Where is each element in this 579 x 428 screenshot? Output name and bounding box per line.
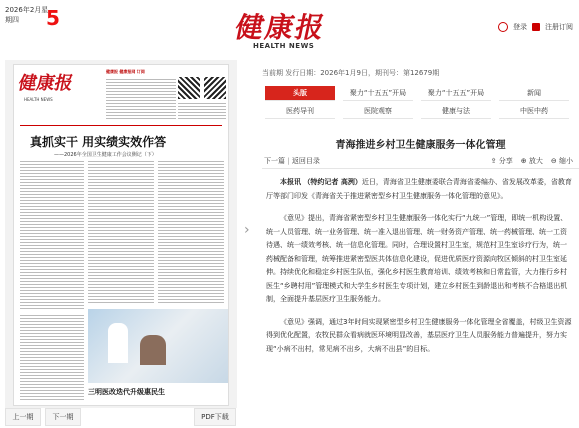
article-body (266, 176, 572, 365)
photo-figure-patient (140, 335, 166, 365)
article-nav (264, 156, 320, 166)
newspaper-preview-pane (5, 60, 237, 408)
user-icon (498, 22, 508, 32)
paper-ad-title: 健康报 健康报网 订阅 (106, 69, 145, 74)
article-tools (491, 156, 573, 166)
zoom-out-label: 缩小 (559, 157, 573, 165)
prev-issue-button[interactable]: 上一期 (5, 408, 41, 426)
paper-logo: 健康报 (16, 73, 75, 94)
account-links (498, 22, 573, 32)
article-divider (262, 168, 579, 169)
article-paragraph-3: 《意见》强调，通过3年时间实现紧密型乡村卫生健康服务一体化管理全省覆盖，村级卫生资源得到优化配置，农牧民群众看病就医环境明显改善，基层医疗卫生人员服务能力普遍提升，努力实现“小病不出村，常见病不出乡，大病不出县”的目标。 (266, 317, 572, 353)
article-lead: 本报讯 （特约记者 高洌） (280, 178, 362, 186)
paper-column-1 (20, 161, 84, 309)
share-button[interactable] (491, 156, 513, 166)
paper-subline: ——2026年全国卫生健康工作会议侧记（下） (54, 152, 157, 158)
nav-separator: | (287, 157, 290, 165)
paper-bottom-headline: 三明医改迭代升级惠民生 (88, 388, 165, 396)
subscribe-icon (532, 23, 540, 31)
zoom-out-button[interactable] (551, 156, 573, 166)
issue-day-number: 5 (46, 6, 60, 30)
tab-front-page[interactable]: 头版 (265, 86, 335, 101)
tab-tcm[interactable]: 中医中药 (499, 104, 569, 119)
zoom-in-label: 放大 (528, 157, 543, 165)
site-logo-subtitle: HEALTH NEWS (253, 42, 315, 50)
tab-hospital[interactable]: 医院观察 (343, 104, 413, 119)
paper-ad-caption (178, 103, 226, 121)
paper-logo-subtitle: HEALTH NEWS (24, 97, 53, 102)
paper-column-4 (20, 315, 84, 401)
newspaper-page-image[interactable] (13, 64, 229, 406)
article-paragraph-2: 《意见》提出，青海省紧密型乡村卫生健康服务一体化实行“九统一”管理，即统一机构设置、统一人员管理、统一业务管理、统一准入退出管理、统一财务资产管理、统一药械管理、统一工资待遇、统一绩效考核、统一信息化管理。同时，合理设置村卫生室，规范村卫生室诊疗行为，统一药械配备和管理，统筹推进紧密型医共体信息化建设，促进优质医疗资源向牧区倾斜的村卫生室延伸。持续优化和稳定乡村医生队伍，强化乡村医生教育培训、绩效考核和日常监管，大力推行乡村医生“乡聘村用”管理模式和大学生乡村医生专项计划，建立乡村医生到龄退出和考核不合格退出机制，全面提升基层医疗卫生服务能力。 (266, 214, 568, 303)
share-label: 分享 (498, 157, 513, 165)
article-paragraph-1-text: 近日，青海省卫生健康委联合青海省委编办、省发展改革委，省教育厅等部门印发《青海省关于推进紧密型乡村卫生健康服务一体化管理的意见》。 (266, 178, 572, 200)
next-issue-button[interactable]: 下一期 (45, 408, 81, 426)
register-link[interactable]: 注册订阅 (545, 23, 573, 31)
photo-figure-doctor (108, 323, 128, 363)
login-link[interactable]: 登录 (513, 23, 527, 31)
tab-focus-2[interactable]: 聚力“十五五”开局 (421, 86, 491, 101)
paper-ad-text (106, 79, 176, 119)
qr-code-image (178, 77, 200, 99)
tab-news[interactable]: 新闻 (499, 86, 569, 101)
paper-headline: 真抓实干 用实绩实效作答 (30, 135, 167, 149)
tab-medicine-guide[interactable]: 医药导刊 (265, 104, 335, 119)
site-logo[interactable]: 健康报 (232, 11, 330, 44)
next-article-link[interactable]: 下一篇 (264, 157, 285, 165)
share-icon: ⇪ (490, 157, 497, 165)
tab-focus-1[interactable]: 聚力“十五五”开局 (343, 86, 413, 101)
pdf-download-button[interactable]: PDF下载 (194, 408, 236, 426)
chevron-right-icon[interactable]: › (244, 222, 250, 238)
paper-column-3 (158, 161, 224, 305)
zoom-in-button[interactable] (521, 156, 543, 166)
paper-divider (20, 125, 222, 126)
zoom-out-icon: ⊖ (550, 157, 557, 165)
article-title: 青海推进乡村卫生健康服务一体化管理 (335, 140, 506, 151)
paper-photo (88, 309, 228, 383)
tab-health-law[interactable]: 健康与法 (421, 104, 491, 119)
issue-date: 2026年2月星期四 (5, 6, 49, 24)
issue-info: 当前期 发行日期：2026年1月9日，期刊号：第12679期 (262, 69, 440, 77)
paper-column-2 (88, 161, 154, 305)
qr-code-image-2 (204, 77, 226, 99)
back-to-toc-link[interactable]: 返回目录 (291, 157, 320, 165)
zoom-in-icon: ⊕ (520, 157, 527, 165)
article-paragraph (266, 176, 572, 203)
